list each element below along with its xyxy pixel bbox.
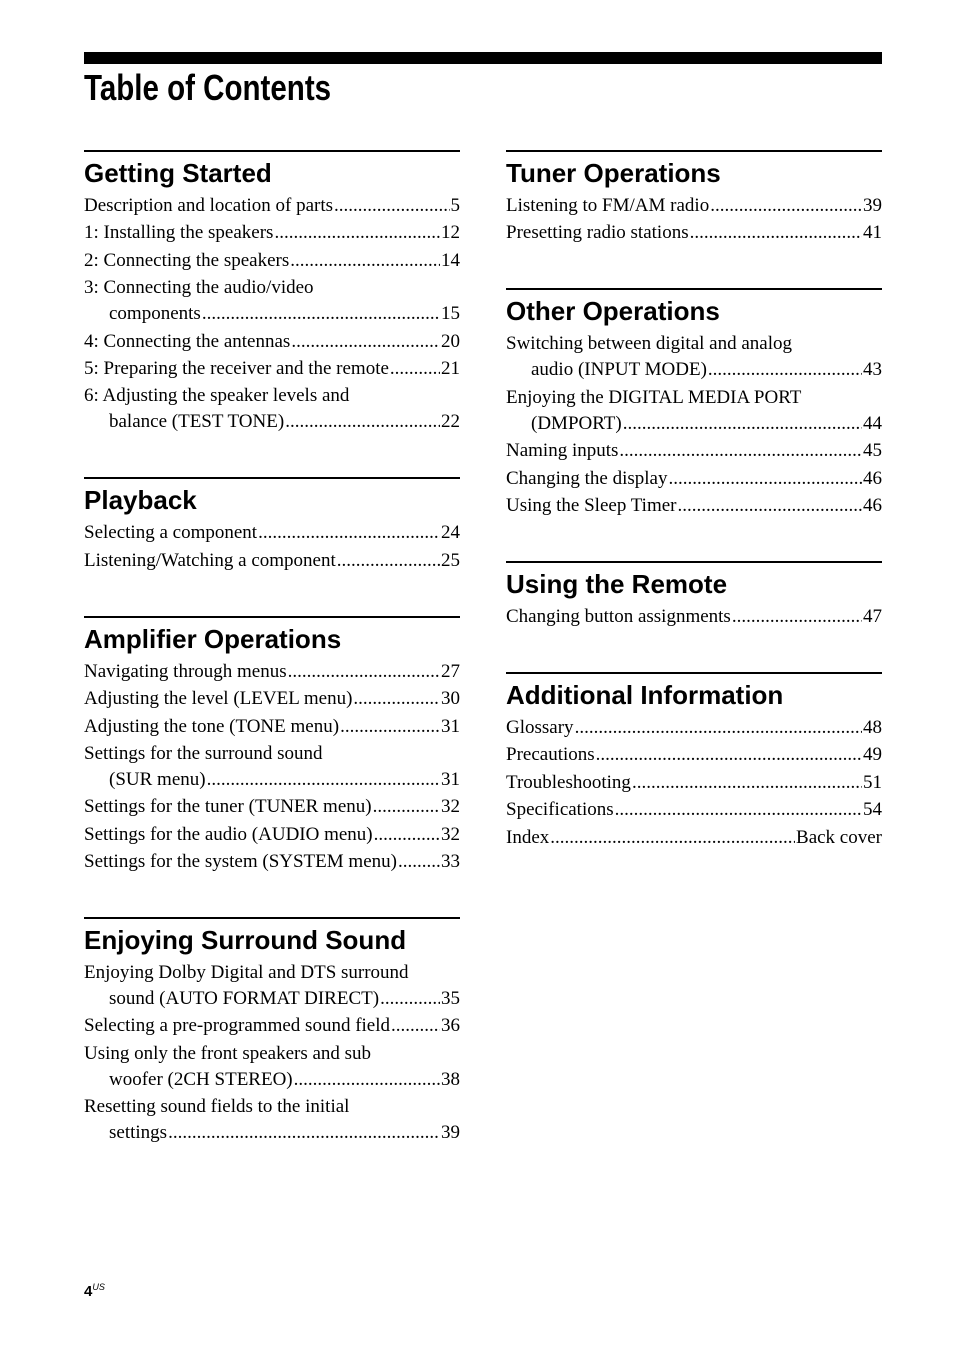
toc-entry-line — [506, 466, 882, 492]
dot-leader — [274, 220, 440, 246]
toc-entry-line — [84, 520, 460, 546]
toc-entry-text: woofer (2CH STEREO) — [109, 1068, 293, 1090]
toc-entry[interactable] — [84, 329, 460, 355]
toc-entry-text: Naming inputs — [506, 440, 619, 462]
dot-leader — [294, 1067, 440, 1093]
dot-leader — [288, 659, 440, 685]
dot-leader — [623, 411, 862, 437]
toc-page-number: 30 — [441, 688, 460, 710]
toc-entry[interactable] — [506, 438, 882, 464]
toc-entry[interactable] — [506, 770, 882, 796]
section-heading: Tuner Operations — [506, 158, 721, 188]
toc-entry-text: Enjoying Dolby Digital and DTS surround — [84, 962, 409, 984]
toc-page-number: 12 — [441, 222, 460, 244]
toc-entry-text: 4: Connecting the antennas — [84, 330, 291, 352]
toc-page-number: 51 — [863, 771, 882, 793]
toc-entry-text: sound (AUTO FORMAT DIRECT) — [109, 988, 380, 1010]
toc-page-number: 54 — [863, 799, 882, 821]
toc-entry-line — [84, 301, 460, 327]
toc-section-other-operations — [506, 288, 882, 519]
toc-page-number: 39 — [863, 195, 882, 216]
toc-entry[interactable] — [84, 356, 460, 382]
toc-entry-line — [506, 220, 882, 246]
toc-entry[interactable] — [84, 248, 460, 274]
toc-entry-line — [84, 1013, 460, 1039]
toc-entry[interactable] — [84, 520, 460, 546]
toc-entry-line — [84, 741, 460, 767]
toc-entry[interactable] — [84, 220, 460, 246]
toc-entry-text: Settings for the tuner (TUNER menu) — [84, 796, 372, 818]
toc-entry-line — [84, 794, 460, 820]
toc-entry-line — [84, 548, 460, 574]
toc-entry[interactable] — [84, 548, 460, 574]
toc-page-number: 27 — [441, 660, 460, 682]
toc-entry[interactable] — [506, 825, 882, 851]
toc-entry-text: Listening to FM/AM radio — [506, 195, 710, 216]
dot-leader — [207, 767, 440, 793]
section-heading: Amplifier Operations — [84, 623, 342, 654]
toc-entry-text: Presetting radio stations — [506, 222, 689, 244]
toc-page-number: 38 — [441, 1068, 460, 1090]
toc-entry-text: Changing button assignments — [506, 605, 731, 627]
dot-leader — [380, 986, 440, 1012]
toc-entry-text: Index — [506, 826, 550, 848]
toc-entry[interactable] — [506, 493, 882, 519]
toc-page-number: 47 — [863, 605, 882, 627]
toc-entry-line — [506, 825, 882, 851]
dot-leader — [677, 493, 862, 519]
toc-page-number: 32 — [441, 823, 460, 845]
toc-entry-line — [506, 385, 882, 411]
dot-leader — [615, 797, 862, 823]
toc-page-number: 33 — [441, 851, 460, 873]
toc-page-number: 39 — [441, 1122, 460, 1144]
toc-entry[interactable] — [84, 193, 460, 219]
toc-entry-line — [506, 742, 882, 768]
toc-entry[interactable] — [506, 193, 882, 219]
toc-entry-text: 3: Connecting the audio/video — [84, 277, 314, 299]
toc-entry-text: Glossary — [506, 716, 574, 738]
toc-entry[interactable] — [506, 220, 882, 246]
toc-entry-text: Switching between digital and analog — [506, 333, 792, 355]
toc-page-number: 24 — [441, 522, 460, 544]
toc-entry-line — [84, 329, 460, 355]
toc-entry-line — [506, 493, 882, 519]
toc-entry[interactable] — [506, 742, 882, 768]
toc-entry[interactable] — [506, 331, 882, 383]
toc-entry-line — [506, 193, 882, 219]
toc-entry-text: Settings for the audio (AUDIO menu) — [84, 823, 373, 845]
toc-entry-text: Enjoying the DIGITAL MEDIA PORT — [506, 386, 802, 408]
toc-entry-line — [84, 659, 460, 685]
toc-entry-text: 2: Connecting the speakers — [84, 249, 290, 271]
dot-leader — [340, 714, 440, 740]
toc-entry[interactable] — [506, 604, 882, 630]
toc-entry[interactable] — [84, 275, 460, 327]
toc-page-number: 46 — [863, 494, 882, 516]
toc-entry-line — [84, 767, 460, 793]
section-heading: Playback — [84, 485, 197, 516]
dot-leader — [290, 248, 440, 274]
toc-entry-line — [84, 383, 460, 409]
toc-section-using-the-remote — [506, 561, 882, 630]
toc-left-column — [84, 150, 460, 1188]
toc-entry-text: components — [109, 303, 201, 325]
toc-page-number: 31 — [441, 715, 460, 737]
dot-leader — [632, 770, 862, 796]
toc-entry-text: Listening/Watching a component — [84, 549, 336, 571]
toc-entry-line — [84, 822, 460, 848]
section-heading: Additional Information — [506, 679, 784, 710]
toc-page-number: 22 — [441, 411, 460, 433]
toc-entry-text: settings — [109, 1122, 168, 1144]
toc-page-number: 14 — [441, 249, 460, 271]
toc-entry-line — [84, 409, 460, 435]
toc-page-number: 36 — [441, 1015, 460, 1037]
toc-page-number: 46 — [863, 467, 882, 489]
toc-page-number: 20 — [441, 330, 460, 352]
dot-leader — [202, 301, 440, 327]
toc-entry[interactable] — [506, 385, 882, 437]
toc-page-number: 44 — [863, 412, 882, 434]
toc-page-number: 31 — [441, 768, 460, 790]
toc-entry-line — [506, 357, 882, 383]
dot-leader — [596, 742, 862, 768]
toc-right-column — [506, 150, 882, 893]
dot-leader — [334, 193, 449, 219]
toc-page-number: 35 — [441, 988, 460, 1010]
dot-leader — [575, 715, 862, 741]
toc-entry-text: 1: Installing the speakers — [84, 222, 274, 244]
section-heading: Other Operations — [506, 296, 720, 327]
toc-entry-text: Selecting a pre-programmed sound field — [84, 1015, 391, 1037]
toc-section-amplifier-operations — [84, 616, 460, 875]
toc-entry[interactable] — [84, 960, 460, 1012]
toc-page-number: Back cover — [796, 826, 882, 848]
toc-entry-text: audio (INPUT MODE) — [531, 359, 707, 381]
toc-entry[interactable] — [506, 797, 882, 823]
toc-entry-line — [506, 411, 882, 437]
toc-entry[interactable] — [84, 1041, 460, 1093]
toc-entry-line — [84, 686, 460, 712]
toc-entry-text: (SUR menu) — [109, 768, 206, 790]
toc-entry[interactable] — [84, 383, 460, 435]
toc-page-number: 43 — [863, 359, 882, 381]
toc-entry-text: Using the Sleep Timer — [506, 494, 677, 516]
page-title: Table of Contents — [84, 67, 332, 108]
toc-entry-line — [84, 193, 460, 219]
toc-page-number: 25 — [441, 549, 460, 571]
toc-entry-text: Adjusting the tone (TONE menu) — [84, 715, 340, 737]
toc-entry-line — [84, 248, 460, 274]
toc-section-playback — [84, 477, 460, 573]
toc-entry-text: 5: Preparing the receiver and the remote — [84, 357, 389, 379]
top-rule — [84, 52, 882, 64]
toc-page-number: 15 — [441, 303, 460, 325]
toc-entry[interactable] — [84, 686, 460, 712]
toc-entry-line — [84, 714, 460, 740]
toc-page-number: 32 — [441, 796, 460, 818]
toc-entry-line — [84, 849, 460, 875]
section-heading: Enjoying Surround Sound — [84, 925, 407, 956]
dot-leader — [690, 220, 862, 246]
toc-entry[interactable] — [84, 794, 460, 820]
toc-entry-line — [84, 1094, 460, 1120]
toc-entry[interactable] — [506, 715, 882, 741]
toc-entry[interactable] — [84, 659, 460, 685]
toc-entry-line — [84, 1041, 460, 1067]
toc-entry-line — [84, 1067, 460, 1093]
toc-entry-line — [84, 275, 460, 301]
toc-entry-line — [506, 438, 882, 464]
toc-entry[interactable] — [84, 1013, 460, 1039]
toc-entry-text: Settings for the surround sound — [84, 742, 323, 764]
toc-entry-line — [84, 356, 460, 382]
dot-leader — [668, 466, 862, 492]
toc-entry[interactable] — [506, 466, 882, 492]
toc-entry-line — [506, 770, 882, 796]
dot-leader — [168, 1120, 440, 1146]
toc-section-enjoying-surround-sound — [84, 917, 460, 1146]
dot-leader — [619, 438, 862, 464]
toc-entry-text: Troubleshooting — [506, 771, 631, 793]
dot-leader — [398, 849, 440, 875]
dot-leader — [258, 520, 440, 546]
toc-entry-text: Description and location of parts — [84, 195, 334, 216]
toc-entry-text: Specifications — [506, 799, 614, 821]
toc-entry-text: balance (TEST TONE) — [109, 411, 285, 433]
dot-leader — [353, 686, 440, 712]
dot-leader — [285, 409, 440, 435]
toc-entry-text: Adjusting the level (LEVEL menu) — [84, 688, 353, 710]
toc-entry-text: Selecting a component — [84, 522, 258, 544]
toc-entry-line — [506, 797, 882, 823]
dot-leader — [374, 822, 440, 848]
page-footer-number — [84, 1282, 105, 1300]
toc-entry-line — [84, 1120, 460, 1146]
toc-section-additional-information — [506, 672, 882, 851]
dot-leader — [708, 357, 862, 383]
toc-page-number: 49 — [863, 744, 882, 766]
toc-entry-text: 6: Adjusting the speaker levels and — [84, 385, 350, 407]
toc-page-number: 5 — [450, 195, 460, 216]
toc-entry[interactable] — [84, 714, 460, 740]
toc-entry[interactable] — [84, 822, 460, 848]
toc-entry-text: Changing the display — [506, 467, 668, 489]
toc-page-number: 45 — [863, 440, 882, 462]
toc-entry-text: Settings for the system (SYSTEM menu) — [84, 851, 397, 873]
toc-entry-text: Precautions — [506, 744, 595, 766]
section-heading: Using the Remote — [506, 568, 728, 599]
toc-entry-text: Navigating through menus — [84, 660, 287, 682]
toc-entry-line — [506, 604, 882, 630]
toc-page-number: 21 — [441, 357, 460, 379]
toc-page-number: 41 — [863, 222, 882, 244]
toc-entry-line — [84, 986, 460, 1012]
dot-leader — [391, 1013, 440, 1039]
toc-entry-line — [506, 331, 882, 357]
toc-entry-text: Using only the front speakers and sub — [84, 1042, 372, 1064]
footer-page-number: 4 — [84, 1283, 93, 1300]
toc-section-getting-started — [84, 150, 460, 435]
toc-entry-text: Resetting sound fields to the initial — [84, 1096, 350, 1118]
dot-leader — [550, 825, 795, 851]
dot-leader — [390, 356, 440, 382]
toc-entry[interactable] — [84, 1094, 460, 1146]
dot-leader — [710, 193, 862, 219]
toc-page-number: 48 — [863, 716, 882, 738]
footer-region-suffix: US — [92, 1282, 105, 1292]
toc-entry[interactable] — [84, 741, 460, 793]
dot-leader — [373, 794, 440, 820]
dot-leader — [337, 548, 440, 574]
toc-entry-text: (DMPORT) — [531, 412, 622, 434]
toc-entry-line — [84, 960, 460, 986]
toc-entry-line — [84, 220, 460, 246]
toc-entry-line — [506, 715, 882, 741]
toc-entry[interactable] — [84, 849, 460, 875]
dot-leader — [732, 604, 862, 630]
section-heading: Getting Started — [84, 158, 272, 188]
toc-section-tuner-operations — [506, 150, 882, 246]
dot-leader — [291, 329, 440, 355]
